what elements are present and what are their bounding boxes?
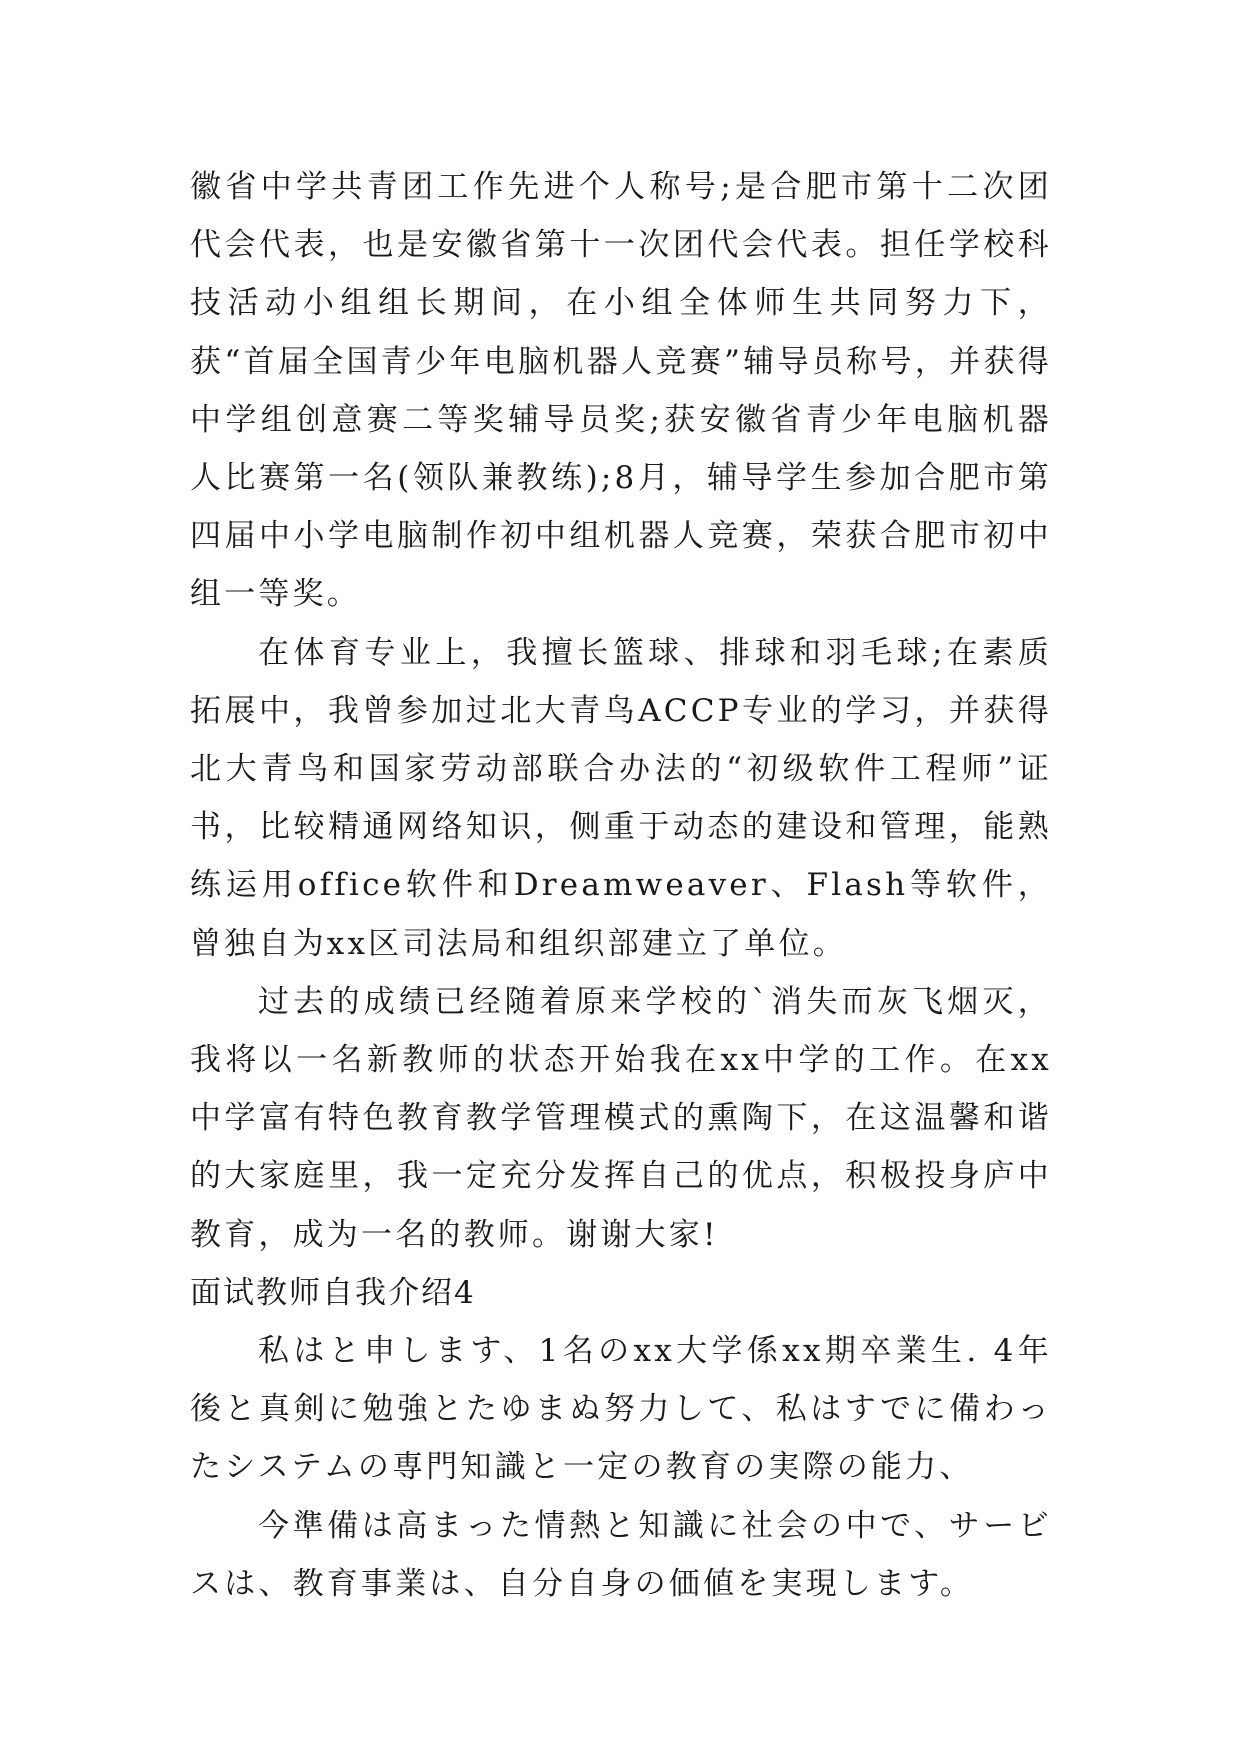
paragraph-1: 徽省中学共青团工作先进个人称号;是合肥市第十二次团代会代表，也是安徽省第十一次团代会代表。担任学校科技活动小组组长期间，在小组全体师生共同努力下，获“首届全国青少年电脑机器人竞赛”辅导员称号，并获得中学组创意赛二等奖辅导员奖;获安徽省青少年电脑机器人比赛第一名(领队兼教练);8月，辅导学生参加合肥市第四届中小学电脑制作初中组机器人竞赛，荣获合肥市初中组一等奖。 (190, 169, 1052, 613)
paragraph-2: 在体育专业上，我擅长篮球、排球和羽毛球;在素质拓展中，我曾参加过北大青鸟ACCP专业的学习，并获得北大青鸟和国家劳动部联合办法的“初级软件工程师”证书，比较精通网络知识，侧重于动态的建设和管理，能熟练运用office软件和Dreamweaver、Flash等软件，曾独自为xx区司法局和组织部建立了单位。 (190, 634, 1052, 962)
paragraph-5: 今準備は高まった情熱と知識に社会の中で、サービスは、教育事業は、自分自身の価値を実現します。 (190, 1507, 1052, 1602)
section-heading: 面试教师自我介绍4 (190, 1274, 476, 1311)
paragraph-3: 过去的成绩已经随着原来学校的`消失而灰飞烟灭，我将以一名新教师的状态开始我在xx中学的工作。在xx中学富有特色教育教学管理模式的熏陶下，在这温馨和谐的大家庭里，我一定充分发挥自己的优点，积极投身庐中教育，成为一名的教师。谢谢大家! (190, 983, 1052, 1253)
document-body (190, 158, 1052, 1613)
paragraph-4: 私はと申します、1名のxx大学係xx期卒業生. 4年後と真剣に勉強とたゆまぬ努力して、私はすでに備わったシステムの専門知識と一定の教育の実際の能力、 (190, 1333, 1052, 1486)
